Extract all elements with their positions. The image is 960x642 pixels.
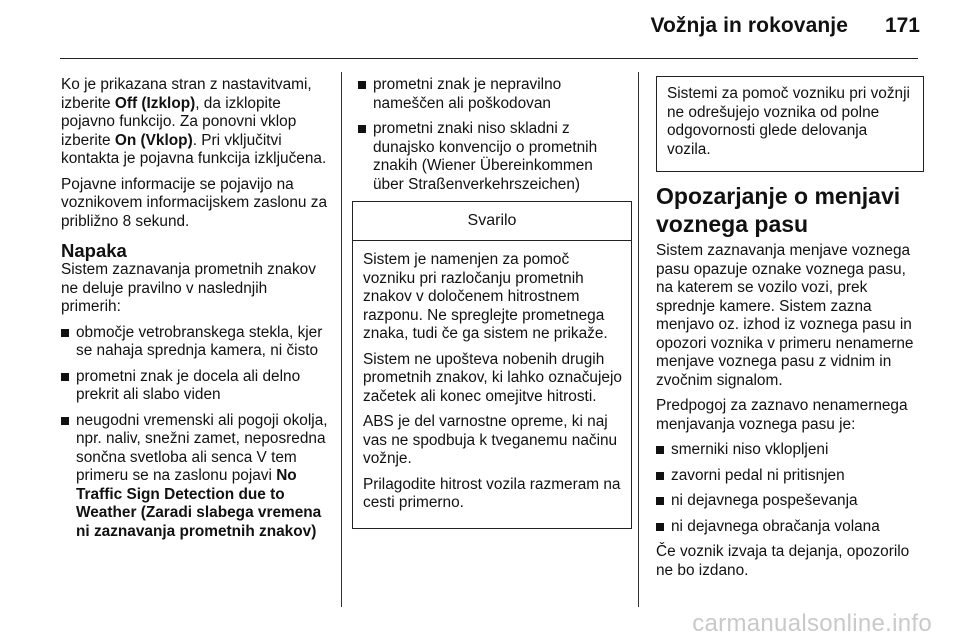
watermark: carmanualsonline.info [692,610,932,637]
list-item: zavorni pedal ni pritisnjen [656,467,924,486]
precondition-paragraph: Predpogoj za zaznavo nenamernega menjavanja voznega pasu je: [656,397,908,433]
fault-paragraph: Sistem zaznavanja prometnih znakov ne deluje pravilno v naslednjih primerih: [61,261,316,315]
weather-message: No Traffic Sign Detection due to Weather (Zaradi slabega vremena ni zaznavanja prometnih znakov) [76,467,322,540]
intro-paragraph: Ko je prikazana stran z nastavitvami, izberite Off (Izklop), da izklopite pojavno funkcijo. Za ponovni vklop izberite On (Vklop). Pri vključitvi kontakta je pojavna funkcija izključena. [61,76,327,167]
bullet-square-icon [358,125,366,133]
list-item: prometni znak je nepravilno nameščen ali poškodovan [358,76,626,113]
fault-list [61,324,331,542]
warning-box [352,201,632,529]
warning-paragraph: Sistem ne upošteva nobenih drugih prometnih znakov, ki lahko označujejo začetek ali konec omejitve hitrosti. [363,350,622,405]
column-middle [358,76,626,529]
lane-paragraph: Sistem zaznavanja menjave voznega pasu opazuje oznake voznega pasu, na katerem se vozilo vozi, prek sprednje kamere. Sistem zazna menjavo oz. izhod iz voznega pasu in opozori voznika v primeru nenamerne menjave voznega pasu z vidnim in zvočnim signalom. [656,242,914,389]
bullet-square-icon [61,373,69,381]
list-item: smerniki niso vklopljeni [656,441,924,460]
bullet-square-icon [656,472,664,480]
section-heading: Opozarjanje o menjavi voznega pasu [656,183,901,237]
bullet-square-icon [656,523,664,531]
list-item: prometni znak je docela ali delno prekrit ali slabo viden [61,368,331,405]
closing-paragraph: Če voznik izvaja ta dejanja, opozorilo ne bo izdano. [656,543,910,579]
fault-list-continued [358,76,626,194]
off-option: Off (Izklop) [114,94,196,112]
warning-paragraph: Sistem je namenjen za pomoč vozniku pri razločanju prometnih znakov v določenem hitrostnem razponu. Ne spreglejte prometnega znaka, tudi če ga sistem ne prikaže. [363,251,608,342]
warning-title: Svarilo [353,202,631,241]
header-rule [60,58,918,59]
page-header-title: Vožnja in rokovanje [650,14,848,37]
bullet-square-icon [61,329,69,337]
column-left [61,76,331,548]
list-item: prometni znaki niso skladni z dunajsko konvencijo o prometnih znakih (Wiener Übereinkommen über Straßenverkehrszeichen) [358,120,626,194]
bullet-square-icon [61,417,69,425]
bullet-square-icon [358,81,366,89]
list-item: ni dejavnega pospeševanja [656,492,924,511]
warning-paragraph: Prilagodite hitrost vozila razmeram na cesti primerno. [363,475,621,511]
list-item: neugodni vremenski ali pogoji okolja, npr. naliv, snežni zamet, neposredna sončna svetloba ali senca V tem primeru se na zaslonu pojavi No Traffic Sign Detection due to Weather (Zaradi slabega vremena ni zaznavanja prometnih znakov) [61,412,331,542]
bullet-square-icon [656,497,664,505]
column-divider-left [341,72,342,607]
precondition-list [656,441,924,536]
bullet-square-icon [656,446,664,454]
list-item: ni dejavnega obračanja volana [656,518,924,537]
page-number: 171 [884,14,920,37]
warning-body [353,241,631,528]
column-right [656,76,924,587]
info-paragraph: Pojavne informacije se pojavijo na voznikovem informacijskem zaslonu za približno 8 sekund. [61,175,328,230]
fault-heading: Napaka [61,240,127,261]
note-box [656,76,924,172]
note-text: Sistemi za pomoč vozniku pri vožnji ne odrešujejo voznika od polne odgovornosti glede delovanja vozila. [667,85,910,158]
column-divider-right [638,72,639,607]
warning-paragraph: ABS je del varnostne opreme, ki naj vas ne spodbuja k tveganemu načinu vožnje. [363,413,618,467]
on-option: On (Vklop) [114,131,193,149]
list-item: območje vetrobranskega stekla, kjer se nahaja sprednja kamera, ni čisto [61,324,331,361]
